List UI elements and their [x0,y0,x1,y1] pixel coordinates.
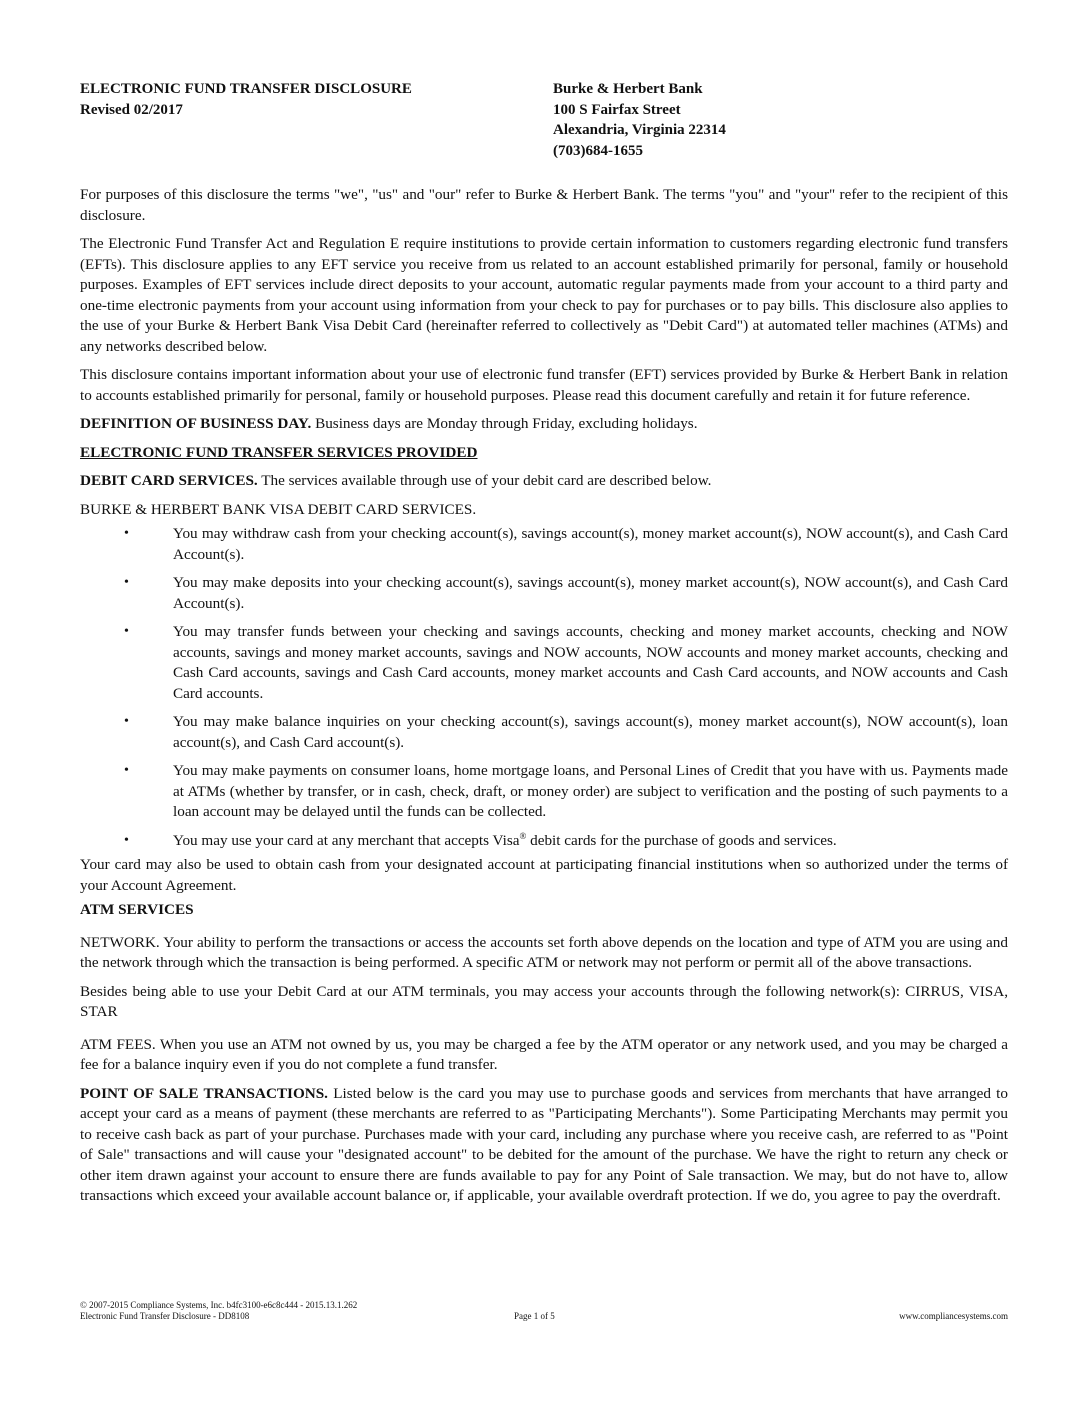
intro-paragraph-terms: For purposes of this disclosure the terms "we", "us" and "our" refer to Burke & Herbert Bank. The terms "you" and "your" refer to the recipient of this disclosure. [80,186,1008,224]
list-item: • You may make deposits into your checking account(s), savings account(s), money market account(s), NOW account(s), and Cash Card Account(s). [124,574,1008,612]
bank-name: Burke & Herbert Bank [553,81,703,97]
pos-heading: POINT OF SALE TRANSACTIONS. [80,1084,328,1102]
debit-card-text: The services available through use of your debit card are described below. [257,472,712,489]
atm-networks-list-paragraph: Besides being able to use your Debit Card at our ATM terminals, you may access your accounts through the following network(s): CIRRUS, VISA, STAR [80,982,1008,1020]
registered-mark: ® [519,830,527,841]
bullet-icon: • [124,714,129,729]
revision-date: Revised 02/2017 [80,101,183,118]
pos-text: Listed below is the card you may use to purchase goods and services from merchants that have arranged to accept your card as a means of payment (these merchants are referred to as "Participating Merchants"). Some Participating Merchants may permit you to receive cash back as part of your purchase. Purchases made with your card, including any purchase where you receive cash, are referred to as "Point of Sale" transactions and will cause your "designated account" to be debited for the amount of the purchase. We have the right to return any check or other item drawn against your account to ensure there are funds available to pay for any Point of Sale transaction. We may, but do not have to, allow transactions which exceed your available account balance or, if applicable, your available overdraft protection. If we do, you agree to pay the overdraft. [80,1084,1008,1204]
intro-paragraph-efta: The Electronic Fund Transfer Act and Regulation E require institutions to provide certain information to customers regarding electronic fund transfers (EFTs). This disclosure applies to any EFT service you receive from us related to an account established primarily for personal, family or household purposes. Examples of EFT services include direct deposits to your account, automatic regular payments made from your account to a third party and one-time electronic payments from your account using information from your check to pay for purchases or to pay bills. This disclosure also applies to the use of your Burke & Herbert Bank Visa Debit Card (hereinafter referred to collectively as "Debit Card") at automated teller machines (ATMs) and any networks described below. [80,235,1008,355]
form-id: Electronic Fund Transfer Disclosure - DD8108 [80,1311,250,1321]
list-item: • You may make balance inquiries on your checking account(s), savings account(s), money market account(s), NOW account(s), loan account(s), and Cash Card account(s). [124,713,1008,751]
atm-fees-paragraph: ATM FEES. When you use an ATM not owned by us, you may be charged a fee by the ATM operator or any network used, and you may be charged a fee for a balance inquiry even if you do not complete a fund transfer. [80,1035,1008,1073]
list-item: • You may use your card at any merchant that accepts Visa® debit cards for the purchase of goods and services. [80,831,1008,852]
bank-address-block [553,79,726,161]
bank-phone: (703)684-1655 [553,142,643,159]
disclosure-title: ELECTRONIC FUND TRANSFER DISCLOSURE [80,81,412,97]
vendor-url: www.compliancesystems.com [899,1311,1008,1321]
copyright-text: © 2007-2015 Compliance Systems, Inc. b4fc3100-e6c8c444 - 2015.13.1.262 [80,1300,358,1310]
atm-services-heading: ATM SERVICES [80,901,194,918]
intro-paragraph-importance: This disclosure contains important information about your use of electronic fund transfer (EFT) services provided by Burke & Herbert Bank in relation to accounts established primarily for personal, family or household purposes. Please read this document carefully and retain it for future reference. [80,366,1008,404]
business-day-heading: DEFINITION OF BUSINESS DAY. [80,415,312,432]
list-item: • You may transfer funds between your checking and savings accounts, checking and money market accounts, checking and NOW accounts, savings and money market accounts, savings and NOW accounts, NOW accounts and money market accounts, checking and Cash Card accounts, savings and Cash Card accounts, money market accounts and Cash Card accounts, and NOW accounts and Cash Card accounts. [124,623,1008,702]
bullet-icon: • [124,526,129,541]
bank-street: 100 S Fairfax Street [553,101,681,118]
bullet-icon: • [124,832,129,848]
debit-card-paragraph [80,471,1008,492]
business-day-text: Business days are Monday through Friday, excluding holidays. [311,415,698,432]
debit-services-list [80,524,1008,851]
pos-paragraph [80,1084,1008,1207]
bullet-icon: • [124,624,129,639]
atm-network-paragraph: NETWORK. Your ability to perform the transactions or access the accounts set forth above depends on the location and type of ATM you are using and the network through which the transaction is being performed. A specific ATM or network may not perform or permit all of the above transactions. [80,933,1008,971]
disclosure-title-block [80,79,412,120]
business-day-paragraph [80,414,1008,435]
footer-left [80,1300,357,1322]
debit-card-heading: DEBIT CARD SERVICES. [80,472,258,489]
document-body [80,185,1008,1215]
list-item: • You may make payments on consumer loans, home mortgage loans, and Personal Lines of Credit that you have with us. Payments made at ATMs (whether by transfer, or in cash, check, draft, or money order) are subject to verification and the posting of such payments to a loan account may be delayed until the funds can be collected. [124,762,1008,820]
page-number: Page 1 of 5 [514,1311,555,1321]
bullet-icon: • [124,763,129,778]
services-heading: ELECTRONIC FUND TRANSFER SERVICES PROVIDED [80,443,478,461]
list-item: • You may withdraw cash from your checking account(s), savings account(s), money market account(s), NOW account(s), and Cash Card Account(s). [124,525,1008,563]
card-cash-paragraph: Your card may also be used to obtain cash from your designated account at participating financial institutions when so authorized under the terms of your Account Agreement. [80,856,1008,894]
visa-debit-heading: BURKE & HERBERT BANK VISA DEBIT CARD SERVICES. [80,500,477,518]
bank-city: Alexandria, Virginia 22314 [553,122,726,138]
bullet-icon: • [124,575,129,590]
